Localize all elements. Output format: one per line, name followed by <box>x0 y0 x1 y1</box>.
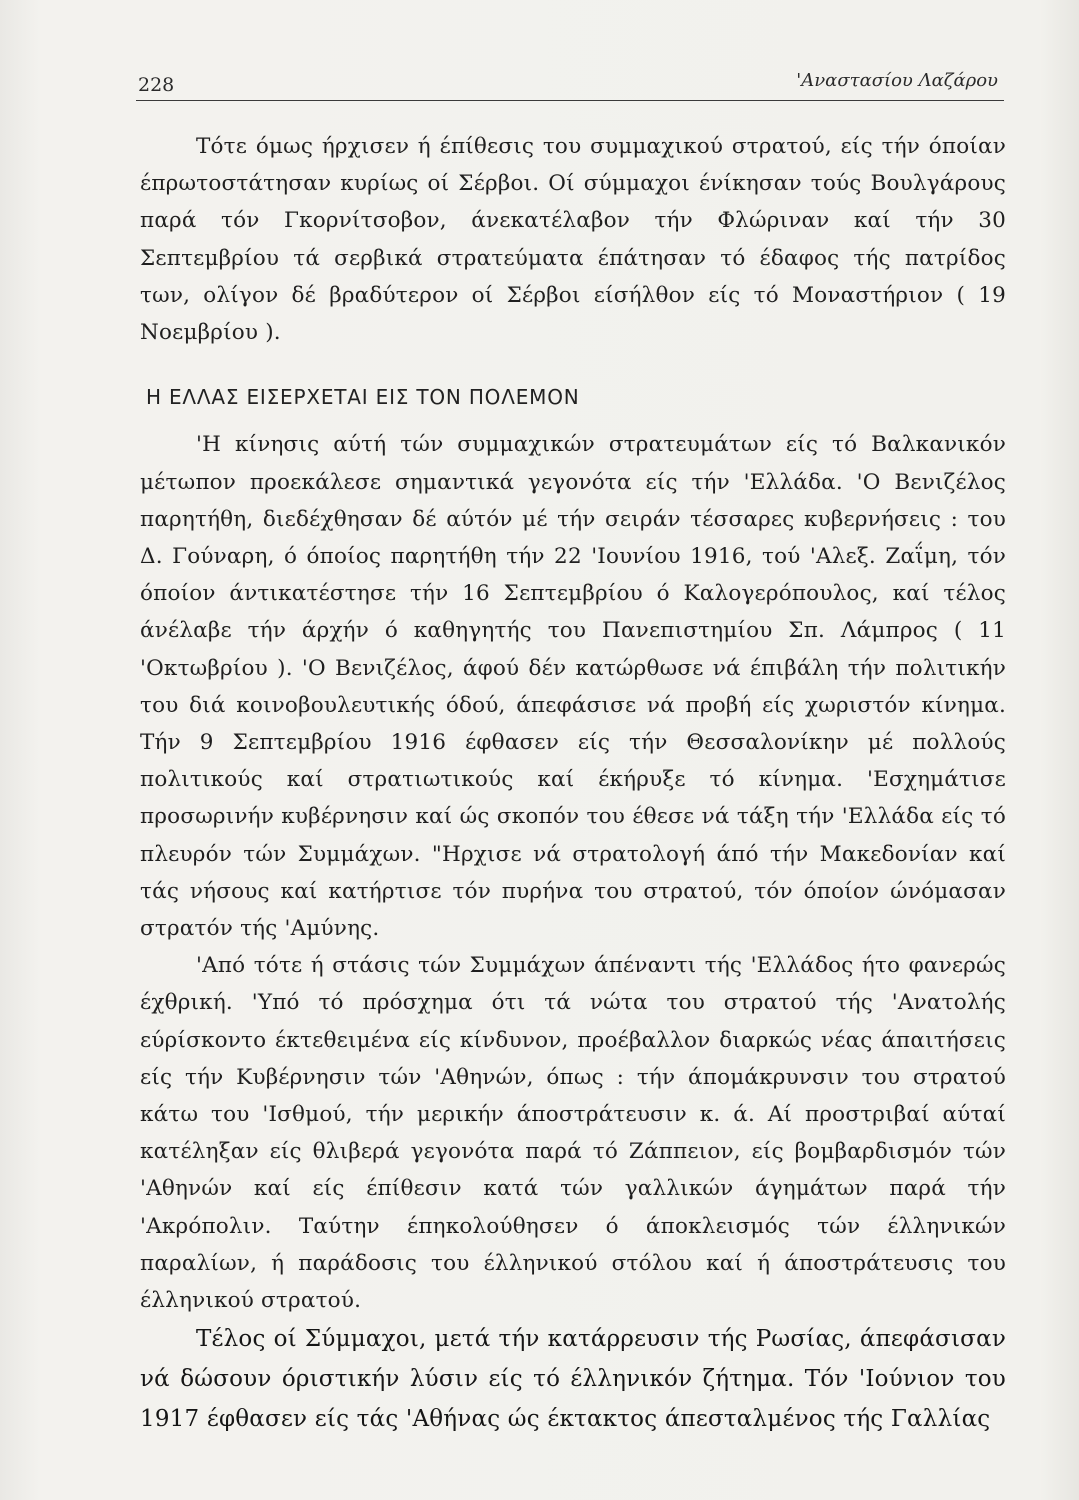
body-text <box>140 128 1006 1439</box>
section-heading: Η ΕΛΛΑΣ ΕΙΣΕΡΧΕΤΑΙ ΕΙΣ ΤΟΝ ΠΟΛΕΜΟΝ <box>146 385 580 410</box>
paragraph-final-solution: Τέλος οί Σύμμαχοι, μετά τήν κατάρρευσιν τής Ρωσίας, άπεφάσισαν νά δώσουν όριστικήν λύσιν είς τό έλληνικόν ζήτημα. Τόν 'Ιούνιον του 1917 έφθασεν είς τάς 'Αθήνας ώς έκτακτος άπεσταλμένος τής Γαλλίας <box>140 1326 1006 1433</box>
running-head-author: 'Αναστασίου Λαζάρου <box>796 70 998 91</box>
paragraph-allied-hostility: 'Από τότε ή στάσις τών Συμμάχων άπέναντι τής 'Ελλάδος ήτο φανερώς έχθρική. 'Υπό τό πρόσχημα ότι τά νώτα του στρατού τής 'Ανατολής εύρίσκοντο έκτεθειμένα είς κίνδυνον, προέβαλλον διαρκώς νέας άπαιτήσεις είς τήν Κυβέρνησιν τών 'Αθηνών, όπως : τήν άπομάκρυνσιν του στρατού κάτω του 'Ισθμού, τήν μερικήν άποστράτευσιν κ. ά. Αί προστριβαί αύταί κατέληξαν είς θλιβερά γεγονότα παρά τό Ζάππειον, είς βομβαρδισμόν τών 'Αθηνών καί είς έπίθεσιν κατά τών γαλλικών άγημάτων παρά τήν 'Ακρόπολιν. Ταύτην έπηκολούθησεν ό άποκλεισμός τών έλληνικών παραλίων, ή παράδοσις του έλληνικού στόλου καί ή άποστράτευσις του έλληνικού στρατού. <box>140 953 1006 1314</box>
page-header <box>136 70 1004 101</box>
paragraph-allied-offensive: Τότε όμως ήρχισεν ή έπίθεσις του συμμαχικού στρατού, είς τήν όποίαν έπρωτοστάτησαν κυρίως οί Σέρβοι. Οί σύμμαχοι ένίκησαν τούς Βουλγάρους παρά τόν Γκορνίτσοβον, άνεκατέλαβον τήν Φλώριναν καί τήν 30 Σεπτεμβρίου τά σερβικά στρατεύματα έπάτησαν τό έδαφος τής πατρίδος των, ολίγον δέ βραδύτερον οί Σέρβοι είσήλθον είς τό Μοναστήριον ( 19 Νοεμβρίου ). <box>140 134 1006 346</box>
page-number: 228 <box>138 74 175 96</box>
paragraph-venizelos-movement: 'Η κίνησις αύτή τών συμμαχικών στρατευμάτων είς τό Βαλκανικόν μέτωπον προεκάλεσε σημαντικά γεγονότα είς τήν 'Ελλάδα. 'Ο Βενιζέλος παρητήθη, διεδέχθησαν δέ αύτόν μέ τήν σειράν τέσσαρες κυβερνήσεις : του Δ. Γούναρη, ό όποίος παρητήθη τήν 22 'Ιουνίου 1916, τού 'Αλεξ. Ζαΐμη, τόν όποίον άντικατέστησε τήν 16 Σεπτεμβρίου ό Καλογερόπουλος, καί τέλος άνέλαβε τήν άρχήν ό καθηγητής του Πανεπιστημίου Σπ. Λάμπρος ( 11 'Οκτωβρίου ). 'Ο Βενιζέλος, άφού δέν κατώρθωσε νά έπιβάλη τήν πολιτικήν του διά κοινοβουλευτικής όδού, άπεφάσισε νά προβή είς χωριστόν κίνημα. Τήν 9 Σεπτεμβρίου 1916 έφθασεν είς τήν Θεσσαλονίκην μέ πολλούς πολιτικούς καί στρατιωτικούς καί έκήρυξε τό κίνημα. 'Εσχημάτισε προσωρινήν κυβέρνησιν καί ώς σκοπόν του έθεσε νά τάξη τήν 'Ελλάδα είς τό πλευρόν τών Συμμάχων. "Ηρχισε νά στρατολογή άπό τήν Μακεδονίαν καί τάς νήσους καί κατήρτισε τόν πυρήνα του στρατού, τόν όποίον ώνόμασαν στρατόν τής 'Αμύνης. <box>140 432 1006 942</box>
